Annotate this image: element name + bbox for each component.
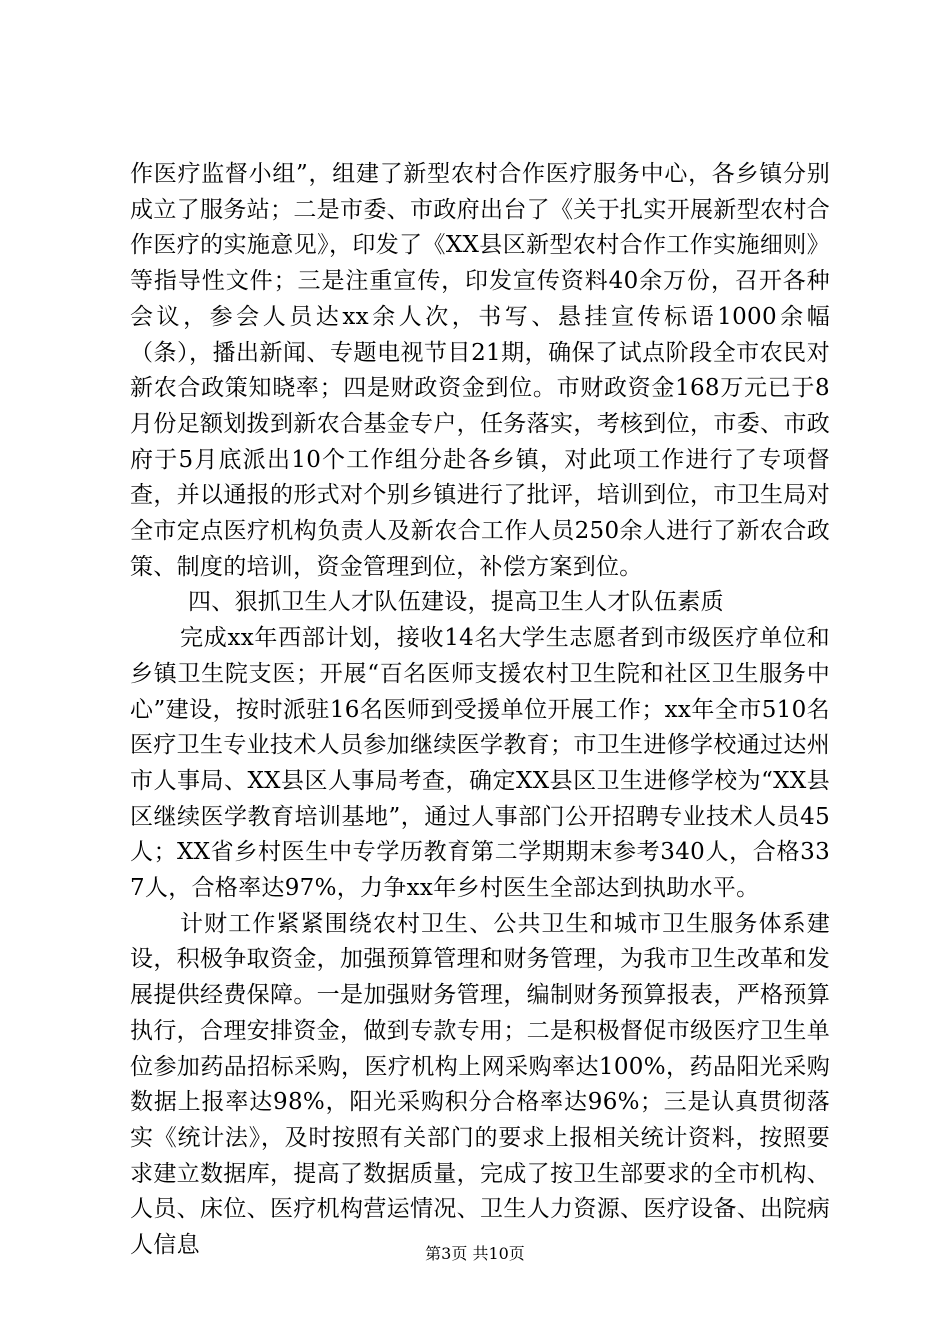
paragraph-talent: 完成xx年西部计划，接收14名大学生志愿者到市级医疗单位和乡镇卫生院支医；开展“百名医师支援农村卫生院和社区卫生服务中心”建设，按时派驻16名医师到受援单位开展工作；xx年全市510名医疗卫生专业技术人员参加继续医学教育；市卫生进修学校通过达州市人事局、XX县区人事局考查，确定XX县区卫生进修学校为“XX县区继续医学教育培训基地”，通过人事部门公开招聘专业技术人员45人；XX省乡村医生中专学历教育第二学期期末参考340人，合格337人，合格率达97%，力争xx年乡村医生全部达到执助水平。: [130, 625, 830, 902]
paragraph-continued: 作医疗监督小组”，组建了新型农村合作医疗服务中心，各乡镇分别成立了服务站；二是市委、市政府出台了《关于扎实开展新型农村合作医疗的实施意见》，印发了《XX县区新型农村合作工作实施细则》等指导性文件；三是注重宣传，印发宣传资料40余万份，召开各种会议，参会人员达xx余人次，书写、悬挂宣传标语1000余幅（条），播出新闻、专题电视节目21期，确保了试点阶段全市农民对新农合政策知晓率；四是财政资金到位。市财政资金168万元已于8月份足额划拨到新农合基金专户，任务落实，考核到位，市委、市政府于5月底派出10个工作组分赴各乡镇，对此项工作进行了专项督查，并以通报的形式对个别乡镇进行了批评，培训到位，市卫生局对全市定点医疗机构负责人及新农合工作人员250余人进行了新农合政策、制度的培训，资金管理到位，补偿方案到位。: [130, 161, 830, 580]
document-body: [130, 157, 830, 1264]
page-footer: 第3页 共10页: [425, 1244, 525, 1263]
paragraph-finance: 计财工作紧紧围绕农村卫生、公共卫生和城市卫生服务体系建设，积极争取资金，加强预算管理和财务管理，为我市卫生改革和发展提供经费保障。一是加强财务管理，编制财务预算报表，严格预算执行，合理安排资金，做到专款专用；二是积极督促市级医疗卫生单位参加药品招标采购，医疗机构上网采购率达100%，药品阳光采购数据上报率达98%，阳光采购积分合格率达96%；三是认真贯彻落实《统计法》，及时按照有关部门的要求上报相关统计资料，按照要求建立数据库，提高了数据质量，完成了按卫生部要求的全市机构、人员、床位、医疗机构营运情况、卫生人力资源、医疗设备、出院病人信息: [130, 910, 830, 1259]
section-heading: 四、狠抓卫生人才队伍建设，提高卫生人才队伍素质: [188, 589, 724, 616]
